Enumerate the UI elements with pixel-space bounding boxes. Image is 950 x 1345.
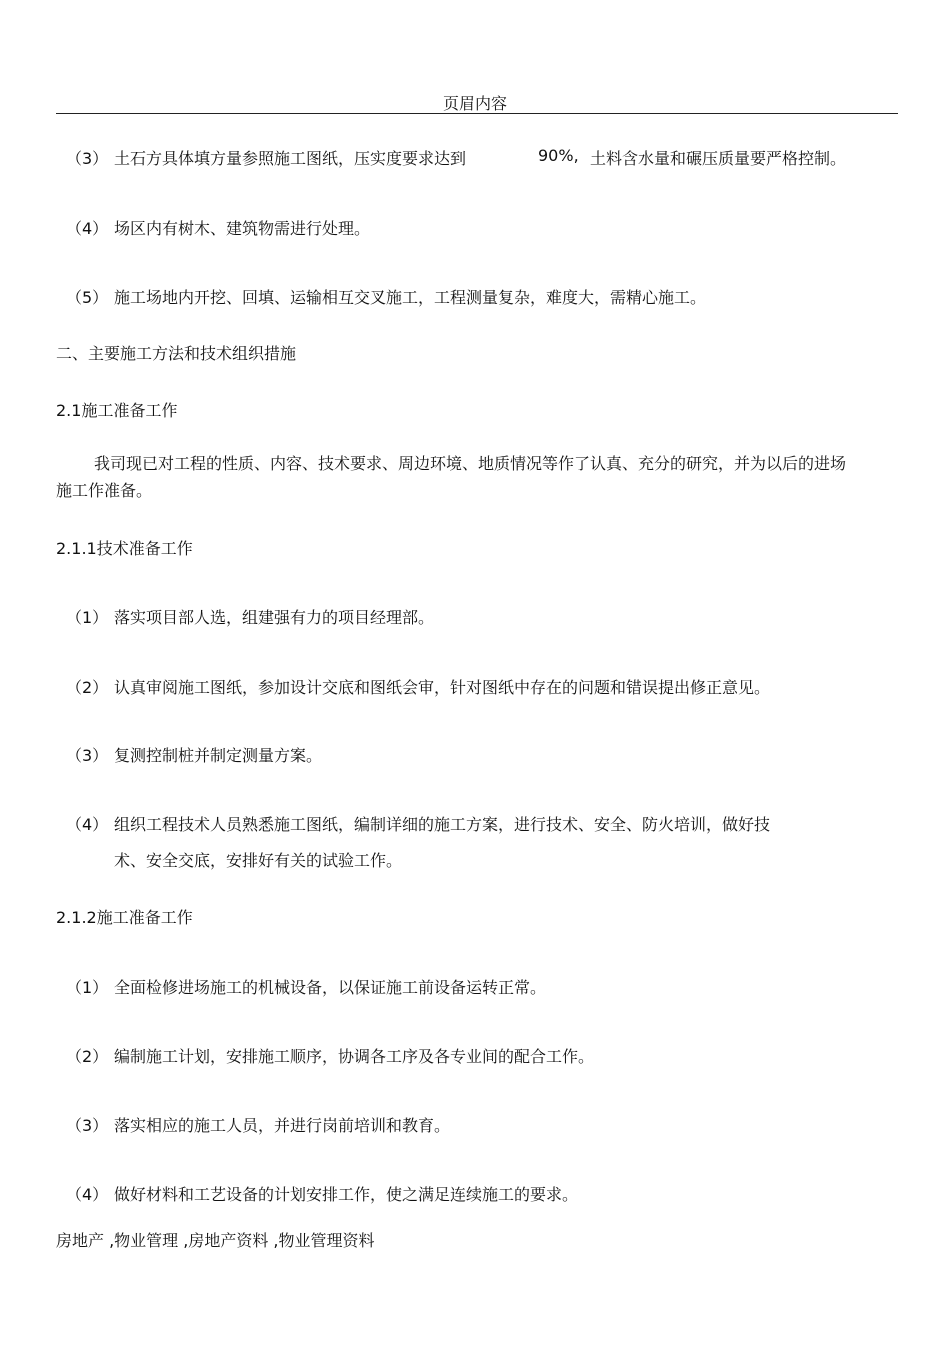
item-text: 组织工程技术人员熟悉施工图纸，编制详细的施工方案，进行技术、安全、防火培训，做好技 bbox=[114, 815, 771, 834]
subsection-heading: 2.1.2施工准备工作 bbox=[56, 908, 193, 927]
item-number: （3） bbox=[66, 149, 109, 168]
item-number: （1） bbox=[66, 978, 109, 997]
item-number: （4） bbox=[66, 815, 109, 834]
item-text: 施工场地内开挖、回填、运输相互交叉施工，工程测量复杂，难度大，需精心施工。 bbox=[114, 288, 707, 307]
header-rule bbox=[56, 113, 898, 114]
item-text: 土石方具体填方量参照施工图纸，压实度要求达到 bbox=[114, 149, 467, 168]
item-number: （1） bbox=[66, 608, 109, 627]
subsection-heading: 2.1施工准备工作 bbox=[56, 401, 178, 420]
subsection-heading: 2.1.1技术准备工作 bbox=[56, 539, 193, 558]
page-footer: 房地产 ,物业管理 ,房地产资料 ,物业管理资料 bbox=[56, 1231, 375, 1250]
item-number: （3） bbox=[66, 1116, 109, 1135]
page-header: 页眉内容 bbox=[442, 94, 507, 113]
item-number: （3） bbox=[66, 746, 109, 765]
item-text: 落实相应的施工人员，并进行岗前培训和教育。 bbox=[114, 1116, 451, 1135]
item-text-continued: 土料含水量和碾压质量要严格控制。 bbox=[590, 149, 847, 168]
item-text: 全面检修进场施工的机械设备，以保证施工前设备运转正常。 bbox=[114, 978, 547, 997]
item-text-continued: 术、安全交底，安排好有关的试验工作。 bbox=[114, 851, 403, 870]
item-number: （2） bbox=[66, 1047, 109, 1066]
item-text: 认真审阅施工图纸，参加设计交底和图纸会审，针对图纸中存在的问题和错误提出修正意见。 bbox=[114, 678, 771, 697]
item-text: 场区内有树木、建筑物需进行处理。 bbox=[114, 219, 371, 238]
section-heading: 二、主要施工方法和技术组织措施 bbox=[56, 344, 297, 363]
item-number: （4） bbox=[66, 219, 109, 238]
item-number: （4） bbox=[66, 1185, 109, 1204]
item-percentage: 90%, bbox=[538, 146, 579, 165]
item-number: （5） bbox=[66, 288, 109, 307]
item-text: 编制施工计划，安排施工顺序，协调各工序及各专业间的配合工作。 bbox=[114, 1047, 595, 1066]
item-text: 复测控制桩并制定测量方案。 bbox=[114, 746, 323, 765]
item-text: 做好材料和工艺设备的计划安排工作，使之满足连续施工的要求。 bbox=[114, 1185, 579, 1204]
item-text: 落实项目部人选，组建强有力的项目经理部。 bbox=[114, 608, 435, 627]
item-number: （2） bbox=[66, 678, 109, 697]
body-paragraph: 我司现已对工程的性质、内容、技术要求、周边环境、地质情况等作了认真、充分的研究，并为以后的进场施工作准备。 bbox=[56, 454, 847, 500]
